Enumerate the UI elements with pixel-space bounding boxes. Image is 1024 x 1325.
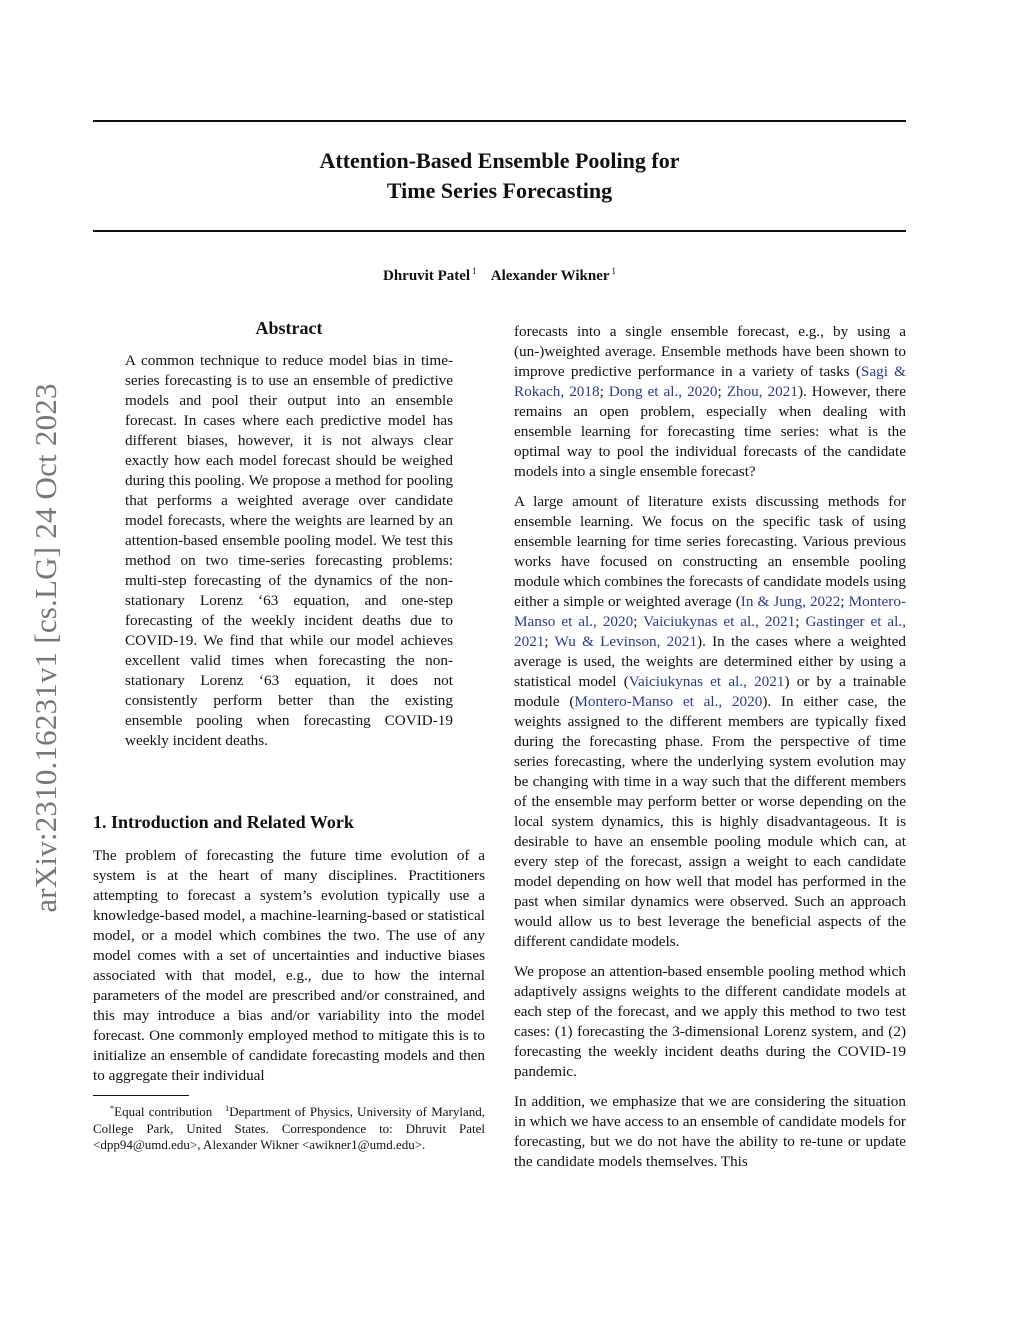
paragraph: In addition, we emphasize that we are considering the situation in which we have access to an ensemble of candidate models for forecasting, but we do not have the ability to re-tune or update the candidate models themselves. This xyxy=(514,1093,906,1170)
citation-link[interactable]: In & Jung, 2022 xyxy=(740,593,841,610)
paragraph: We propose an attention-based ensemble pooling method which adaptively assigns weights to the different candidate models at each step of the forecast, and we apply this method to two test cases: (1) forecasting the 3-dimensional Lorenz system, and (2) forecasting the weekly incident deaths during the COVID-19 pandemic. xyxy=(514,963,906,1080)
intro-paragraph: The problem of forecasting the future time evolution of a system is at the heart of many disciplines. Practitioners attempting to forecast a system’s evolution typically use a knowledge-based model, a machine-learning-based or statistical model, or a model which combines the two. The use of any model comes with a set of uncertainties and inductive biases associated with that model, e.g., due to how the internal parameters of the model are prescribed and/or constrained, and this may introduce a bias and/or variability into the model forecast. One commonly employed method to mitigate this is to initialize an ensemble of candidate forecasting models and then to aggregate their individual xyxy=(93,847,485,1084)
paper-title xyxy=(93,146,906,206)
title-line-1: Attention-Based Ensemble Pooling for xyxy=(319,148,680,173)
footnote-mark: * xyxy=(109,1103,115,1113)
text-run: ; xyxy=(599,383,609,400)
text-run: ; xyxy=(633,613,644,630)
paragraph xyxy=(514,322,906,482)
text-run: ; xyxy=(840,593,849,610)
affiliation-mark: 1 xyxy=(611,266,617,276)
arxiv-sidebar xyxy=(26,356,66,940)
citation-link[interactable]: Montero-Manso et al., 2020 xyxy=(574,693,763,710)
footnote-mark: 1 xyxy=(224,1103,230,1113)
title-bottom-rule xyxy=(93,230,906,232)
author-name: Dhruvit Patel xyxy=(382,268,471,284)
paragraph xyxy=(514,492,906,952)
footnote-rule xyxy=(93,1095,189,1096)
title-top-rule xyxy=(93,120,906,122)
text-run: ). However, there remains an open problem, especially when dealing with ensemble learning for forecasting time series: what is the optimal way to pool the individual forecasts of the candidate models into a single ensemble forecast? xyxy=(514,383,906,480)
citation-link[interactable]: Sagi & Rokach, 2018 xyxy=(514,363,906,400)
citation-link[interactable]: Wu & Levinson, 2021 xyxy=(554,633,698,650)
text-run: A large amount of literature exists discussing methods for ensemble learning. We focus on the specific task of using ensemble learning for time series forecasting. Various previous works have focused on constructing an ensemble pooling module which combines the forecasts of candidate models using either a simple or weighted average ( xyxy=(514,493,906,610)
citation-link[interactable]: Vaiciukynas et al., 2021 xyxy=(643,613,796,630)
text-run: ; xyxy=(544,633,555,650)
text-run: forecasts into a single ensemble forecast, e.g., by using a (un-)weighted average. Ensemble methods have been shown to improve predictive performance in a variety of tasks ( xyxy=(514,323,906,380)
text-run: ). In either case, the weights assigned to the different members are typically fixed during the forecasting phase. From the perspective of time series forecasting, where the underlying system evolution may be changing with time in a way such that the different members of the ensemble may perform better or worse depending on the local system dynamics, this is highly disadvantageous. It is desirable to have an ensemble pooling module which can, at every step of the forecast, assign a weight to each candidate model depending on how well that model has performed in the past when similar dynamics were observed. Such an approach would allow us to best leverage the beneficial aspects of the different candidate models. xyxy=(514,693,906,950)
author-list xyxy=(93,266,906,285)
citation-link[interactable]: Montero-Manso et al., 2020 xyxy=(514,593,906,630)
footnote xyxy=(93,1100,485,1154)
text-run: ) or by a trainable module ( xyxy=(514,673,906,710)
text-run: ; xyxy=(717,383,727,400)
title-line-2: Time Series Forecasting xyxy=(386,178,613,203)
text-run: ; xyxy=(795,613,806,630)
arxiv-identifier: arXiv:2310.16231v1 [cs.LG] 24 Oct 2023 xyxy=(28,383,63,913)
abstract-text: A common technique to reduce model bias in time-series forecasting is to use an ensemble of predictive models and pool their output into an ensemble forecast. In cases where each predictive model has different biases, however, it is not always clear exactly how each model forecast should be weighed during this pooling. We propose a method for pooling that performs a weighted average over candidate model forecasts, where the weights are learned by an attention-based ensemble pooling model. We test this method on two time-series forecasting problems: multi-step forecasting of the dynamics of the non-stationary Lorenz ‘63 equation, and one-step forecasting of the weekly incident deaths due to COVID-19. We find that while our model achieves excellent valid times when forecasting the non-stationary Lorenz ‘63 equation, it does not consistently perform better than the existing ensemble pooling when forecasting COVID-19 weekly incident deaths. xyxy=(125,352,453,749)
section-heading: 1. Introduction and Related Work xyxy=(93,812,354,832)
text-run: ). In the cases where a weighted average is used, the weights are determined either by using a statistical model ( xyxy=(514,633,906,690)
right-column xyxy=(514,322,906,1182)
footnote-affiliation: Department of Physics, University of Maryland, College Park, United States. Correspondence to: Dhruvit Patel <dpp94@umd.edu>, Alexander Wikner <awikner1@umd.edu>. xyxy=(93,1104,486,1152)
author-name: Alexander Wikner xyxy=(490,268,610,284)
citation-link[interactable]: Vaiciukynas et al., 2021 xyxy=(628,673,785,690)
citation-link[interactable]: Gastinger et al., 2021 xyxy=(514,613,906,650)
footnote-equal: Equal contribution xyxy=(114,1104,213,1119)
affiliation-mark: 1 xyxy=(472,266,477,276)
abstract-heading: Abstract xyxy=(255,318,323,338)
citation-link[interactable]: Zhou, 2021 xyxy=(726,383,798,400)
citation-link[interactable]: Dong et al., 2020 xyxy=(608,383,718,400)
